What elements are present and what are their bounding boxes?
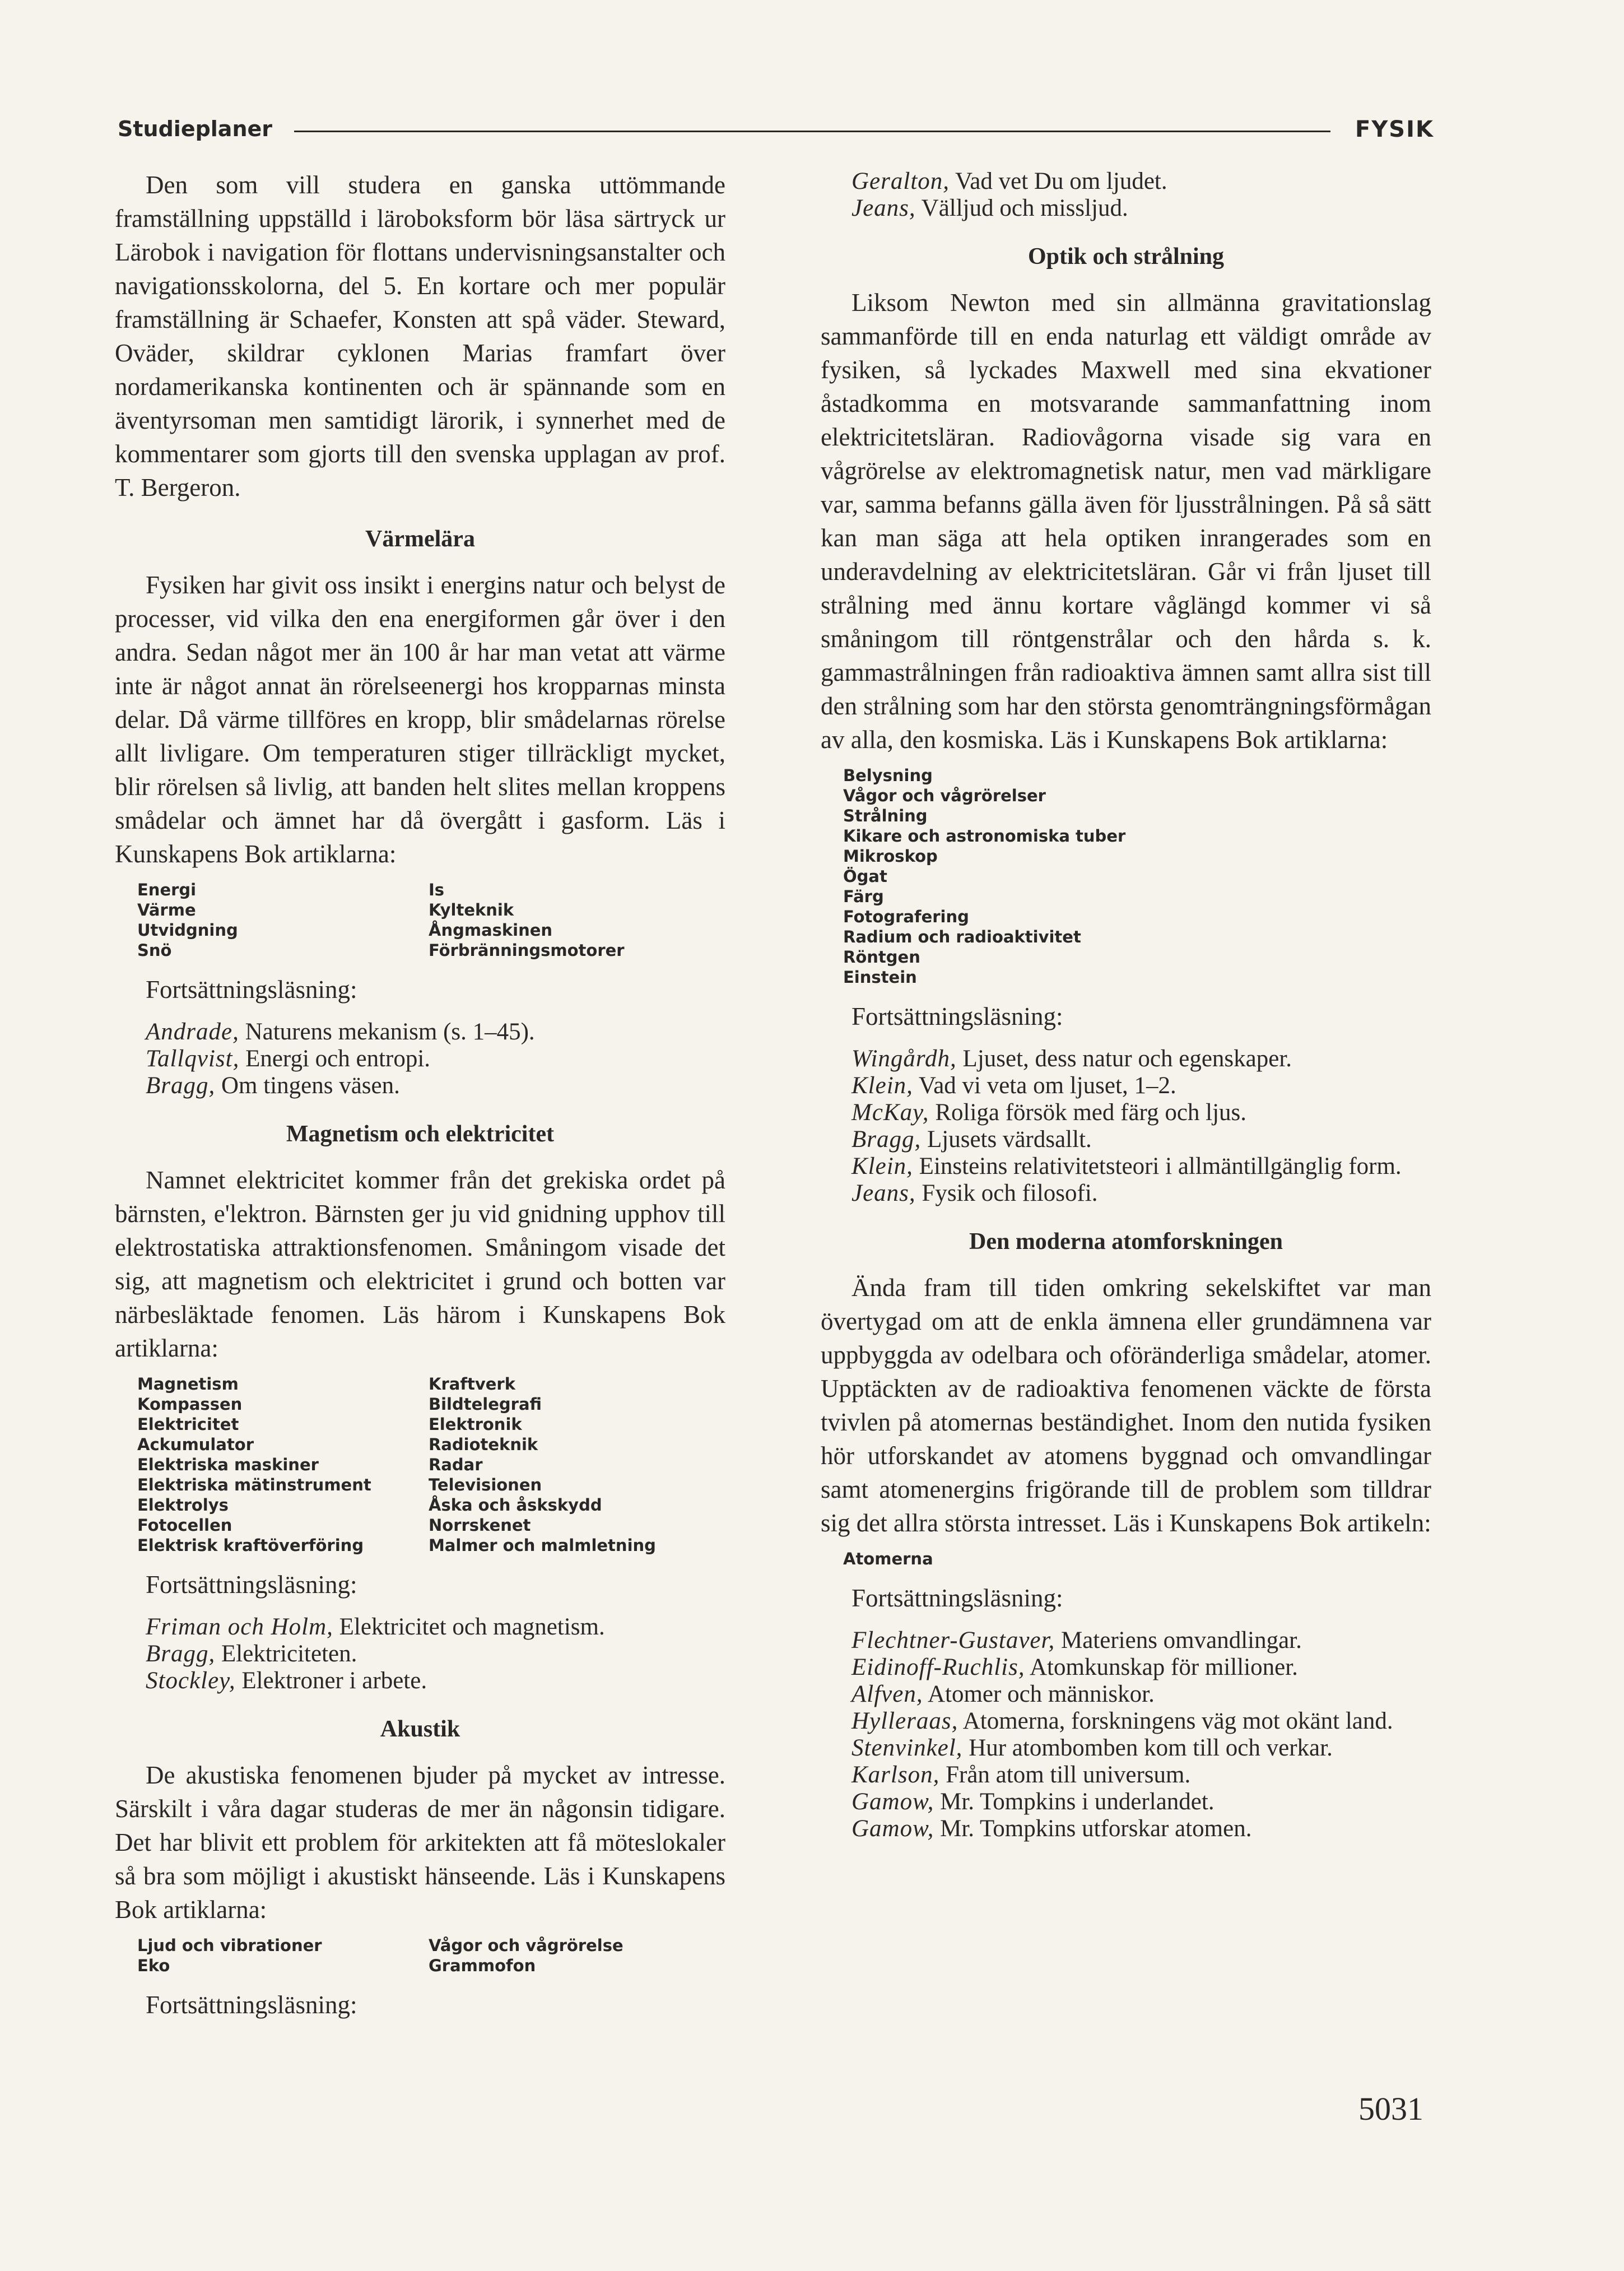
reference: Andrade, Naturens mekanism (s. 1–45).: [146, 1019, 535, 1045]
article-item: Atomerna: [843, 1549, 933, 1568]
article-item: Strålning: [843, 806, 928, 825]
article-item: Utvidgning: [137, 921, 238, 940]
akustik-references: [851, 168, 1431, 222]
continuation-label: Fortsättningsläsning:: [146, 1991, 357, 2019]
reference: Jeans, Fysik och filosofi.: [851, 1180, 1098, 1206]
article-item: Ögat: [843, 867, 887, 886]
reference: Alfven, Atomer och människor.: [851, 1681, 1155, 1707]
reference: Gamow, Mr. Tompkins i underlandet.: [851, 1789, 1214, 1815]
article-item: Färg: [843, 887, 884, 906]
atom-references: [851, 1627, 1431, 1842]
atom-paragraph: Ända fram till tiden omkring sekelskiftet var man övertygad om att de enkla ämnena eller grundämnena var uppbyggda av odelbara och oföränderliga smådelar, atomer. Upptäckten av de radioaktiva fenomenen väckte de första tvivlen på atomernas beständighet. Inom den nutida fysiken hör utforskandet av atomens byggnad och omvandlingar samt atomenergins frigörande till de problem som tilldrar sig det allra största intresset. Läs i Kunskapens Bok artikeln:: [821, 1274, 1431, 1537]
article-item: Eko: [137, 1956, 170, 1975]
article-item: Kylteknik: [429, 900, 514, 919]
continuation-label: Fortsättningsläsning:: [851, 1002, 1063, 1030]
reference: Bragg, Om tingens väsen.: [146, 1072, 400, 1099]
article-item: Bildtelegrafi: [429, 1395, 542, 1414]
article-item: Elektriska maskiner: [137, 1455, 319, 1474]
right-column: [821, 168, 1431, 1848]
article-item: Vågor och vågrörelser: [843, 786, 1046, 805]
article-item: Einstein: [843, 968, 917, 987]
reference: Stockley, Elektroner i arbete.: [146, 1668, 427, 1694]
article-item: Snö: [137, 941, 172, 960]
article-item: Värme: [137, 900, 196, 919]
optik-article-list: [843, 765, 1431, 987]
varmelara-article-list: [137, 880, 725, 960]
article-item: Magnetism: [137, 1374, 239, 1394]
article-item: Grammofon: [429, 1956, 536, 1975]
article-item: Televisionen: [429, 1475, 542, 1494]
heading-optik: Optik och strålning: [1027, 244, 1225, 270]
article-item: Radium och radioaktivitet: [843, 927, 1081, 946]
left-column: [115, 168, 725, 2034]
article-item: Elektronik: [429, 1415, 522, 1434]
article-item: Ljud och vibrationer: [137, 1936, 322, 1955]
article-item: Elektriska mätinstrument: [137, 1475, 371, 1494]
reference: Klein, Vad vi veta om ljuset, 1–2.: [851, 1072, 1176, 1099]
reference: Geralton, Vad vet Du om ljudet.: [851, 168, 1167, 194]
reference: Friman och Holm, Elektricitet och magnetism.: [146, 1614, 605, 1640]
article-item: Förbränningsmotorer: [429, 941, 625, 960]
reference: Wingårdh, Ljuset, dess natur och egenskaper.: [851, 1046, 1292, 1072]
magnetism-article-list: [137, 1374, 725, 1555]
section-title: Studieplaner: [118, 117, 273, 141]
reference: Stenvinkel, Hur atombomben kom till och verkar.: [851, 1735, 1333, 1761]
article-item: Kraftverk: [429, 1374, 515, 1394]
varmelara-paragraph: Fysiken har givit oss insikt i energins natur och belyst de processer, vid vilka den ena energiformen går över i den andra. Sedan något mer än 100 år har man vetat att värme inte är något annat än rörelseenergi hos kropparnas minsta delar. Då värme tillföres en kropp, blir smådelarnas rörelse allt livligare. Om temperaturen stiger tillräckligt mycket, blir rörelsen så livlig, att banden helt slites mellan kroppens smådelar och ämnet har då övergått i gasform. Läs i Kunskapens Bok artiklarna:: [115, 571, 725, 868]
article-item: Is: [429, 880, 445, 899]
heading-magnetism: Magnetism och elektricitet: [286, 1121, 555, 1147]
magnetism-references: [146, 1614, 725, 1694]
article-item: Elektrolys: [137, 1496, 229, 1515]
continuation-label: Fortsättningsläsning:: [851, 1584, 1063, 1612]
header-rule: [294, 131, 1330, 132]
article-item: Ackumulator: [137, 1435, 254, 1454]
reference: Bragg, Ljusets värdsallt.: [851, 1126, 1092, 1153]
heading-atom: Den moderna atomforskningen: [969, 1229, 1283, 1255]
article-item: Fotografering: [843, 907, 969, 926]
reference: Bragg, Elektriciteten.: [146, 1641, 357, 1667]
heading-varmelara: Värmelära: [365, 526, 475, 552]
article-item: Ångmaskinen: [429, 921, 553, 940]
reference: Flechtner-Gustaver, Materiens omvandlingar.: [851, 1627, 1302, 1654]
article-item: Malmer och malmletning: [429, 1536, 656, 1555]
running-header: [118, 117, 1434, 150]
article-item: Elektricitet: [137, 1415, 239, 1434]
article-item: Röntgen: [843, 948, 920, 967]
reference: Tallqvist, Energi och entropi.: [146, 1046, 431, 1072]
optik-references: [851, 1046, 1431, 1207]
article-item: Energi: [137, 880, 197, 899]
subject-title: FYSIK: [1355, 117, 1434, 142]
reference: Hylleraas, Atomerna, forskningens väg mot okänt land.: [851, 1708, 1393, 1734]
article-item: Fotocellen: [137, 1516, 232, 1535]
reference: Eidinoff-Ruchlis, Atomkunskap för millioner.: [851, 1654, 1298, 1680]
intro-paragraph: Den som vill studera en ganska uttömmande framställning uppställd i läroboksform bör läsa särtryck ur Lärobok i navigation för flottans undervisningsanstalter och navigationsskolorna, del 5. En kortare och mer populär framställning är Schaefer, Konsten att spå väder. Steward, Oväder, skildrar cyklonen Marias framfart över nordamerikanska kontinenten och är spännande som en äventyrsoman men samtidigt lärorik, i synnerhet med de kommentarer som gjorts till den svenska upplagan av prof. T. Bergeron.: [115, 171, 725, 501]
article-item: Kompassen: [137, 1395, 243, 1414]
varmelara-references: [146, 1019, 725, 1099]
continuation-label: Fortsättningsläsning:: [146, 976, 357, 1004]
akustik-article-list: [137, 1935, 725, 1976]
article-item: Elektrisk kraftöverföring: [137, 1536, 364, 1555]
article-item: Mikroskop: [843, 847, 938, 866]
page-number: 5031: [1358, 2091, 1423, 2127]
optik-paragraph: Liksom Newton med sin allmänna gravitationslag sammanförde till en enda naturlag ett väldigt område av fysiken, så lyckades Maxwell med sina ekvationer åstadkomma en motsvarande sammanfattning inom elektricitetsläran. Radiovågorna visade sig vara en vågrörelse av elektromagnetisk natur, men vad märkligare var, samma befanns gälla även för ljusstrålningen. På så sätt kan man säga att hela optiken inrangerades som en underavdelning av elektricitetsläran. Går vi från ljuset till strålning med ännu kortare våglängd kommer vi så småningom till röntgenstrålar och den hårda s. k. gammastrålningen från radioaktiva ämnen samt allra sist till den strålning som har den största genomträngningsförmågan av alla, den kosmiska. Läs i Kunskapens Bok artiklarna:: [821, 289, 1431, 754]
heading-akustik: Akustik: [380, 1716, 460, 1742]
reference: Klein, Einsteins relativitetsteori i allmäntillgänglig form.: [851, 1153, 1402, 1179]
akustik-paragraph: De akustiska fenomenen bjuder på mycket av intresse. Särskilt i våra dagar studeras de mer än någonsin tidigare. Det har blivit ett problem för arkitekten att få möteslokaler så bra som möjligt i akustiskt hänseende. Läs i Kunskapens Bok artiklarna:: [115, 1761, 725, 1924]
article-item: Vågor och vågrörelse: [429, 1936, 623, 1955]
article-item: Norrskenet: [429, 1516, 531, 1535]
article-item: Åska och åskskydd: [429, 1496, 602, 1515]
reference: Gamow, Mr. Tompkins utforskar atomen.: [851, 1815, 1252, 1842]
reference: Jeans, Välljud och missljud.: [851, 195, 1128, 221]
atom-article-list: [843, 1549, 1431, 1569]
article-item: Radar: [429, 1455, 483, 1474]
reference: McKay, Roliga försök med färg och ljus.: [851, 1099, 1247, 1126]
article-item: Radioteknik: [429, 1435, 538, 1454]
reference: Karlson, Från atom till universum.: [851, 1762, 1191, 1788]
continuation-label: Fortsättningsläsning:: [146, 1571, 357, 1599]
article-item: Kikare och astronomiska tuber: [843, 826, 1126, 846]
magnetism-paragraph: Namnet elektricitet kommer från det grekiska ordet på bärnsten, e'lektron. Bärnsten ger ju vid gnidning upphov till elektrostatiska attraktionsfenomen. Småningom visade det sig, att magnetism och elektricitet i grund och botten var närbesläktade fenomen. Läs härom i Kunskapens Bok artiklarna:: [115, 1166, 725, 1362]
article-item: Belysning: [843, 766, 933, 785]
